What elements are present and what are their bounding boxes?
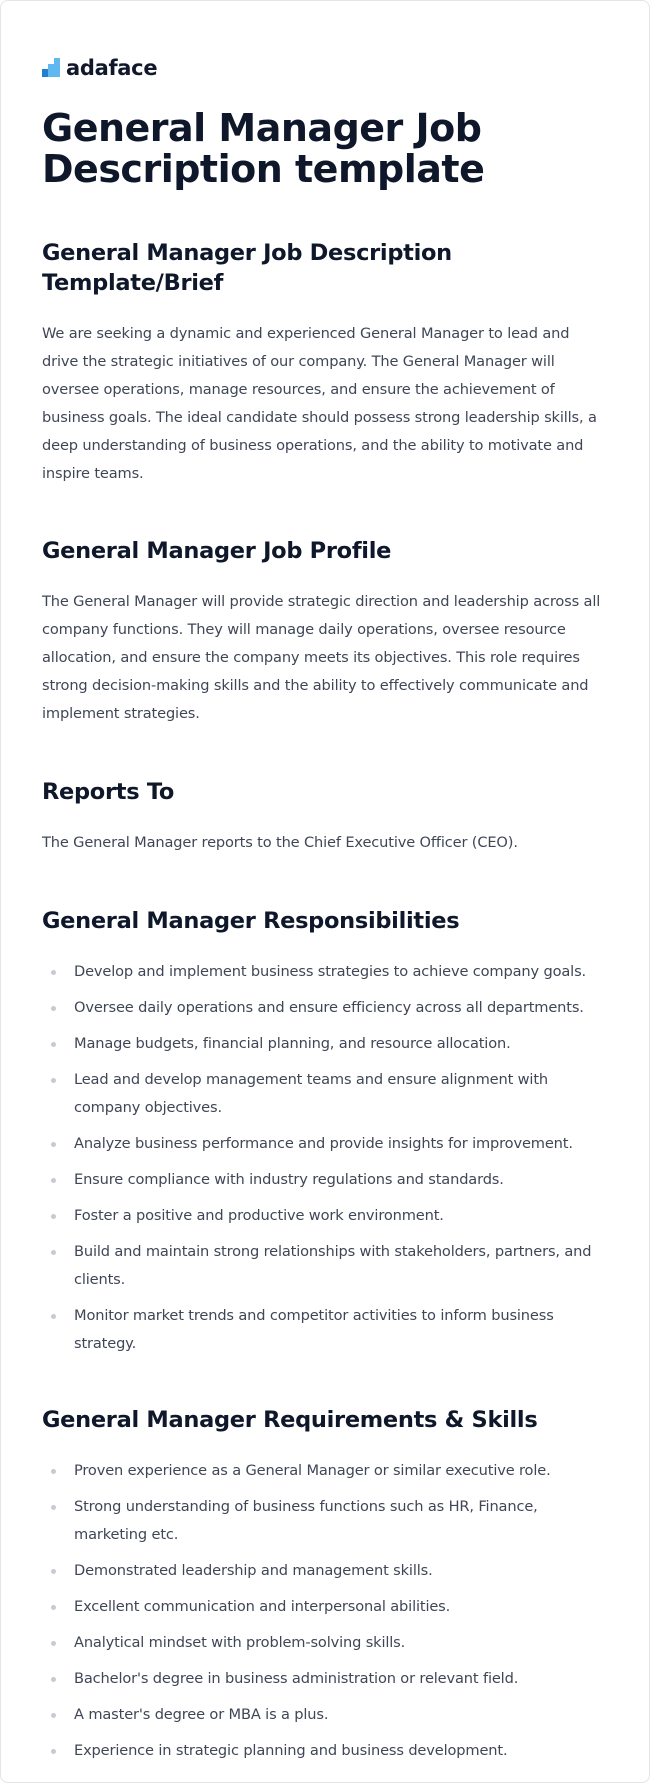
list-item: Excellent communication and interpersonal abilities. [42,1593,609,1621]
list-item: Oversee daily operations and ensure efficiency across all departments. [42,994,609,1022]
brand-name: adaface [66,55,158,80]
list-item: A master's degree or MBA is a plus. [42,1701,609,1729]
adaface-logo[interactable] [42,1,609,81]
list-item: Lead and develop management teams and ensure alignment with company objectives. [42,1066,609,1122]
requirements-list [42,1457,609,1765]
list-item: Monitor market trends and competitor activities to inform business strategy. [42,1302,609,1358]
section-heading-responsibilities: General Manager Responsibilities [42,908,460,934]
section-heading-reports-to: Reports To [42,779,175,805]
list-item: Analyze business performance and provide insights for improvement. [42,1130,609,1158]
section-heading-job-profile: General Manager Job Profile [42,538,392,564]
section-body-job-profile: The General Manager will provide strategic direction and leadership across all company functions. They will manage daily operations, oversee resource allocation, and ensure the company meets its objectives. This role requires strong decision-making skills and the ability to effectively communicate and implement strategies. [42,593,601,722]
list-item: Bachelor's degree in business administration or relevant field. [42,1665,609,1693]
list-item: Manage budgets, financial planning, and resource allocation. [42,1030,609,1058]
adaface-logo-icon [42,58,62,78]
responsibilities-list [42,958,609,1358]
page-title: General Manager Job Description template [42,106,485,191]
section-body-reports-to: The General Manager reports to the Chief Executive Officer (CEO). [42,834,518,851]
list-item: Demonstrated leadership and management skills. [42,1557,609,1585]
section-heading-requirements: General Manager Requirements & Skills [42,1407,538,1433]
list-item: Build and maintain strong relationships with stakeholders, partners, and clients. [42,1238,609,1294]
list-item: Proven experience as a General Manager or similar executive role. [42,1457,609,1485]
list-item: Analytical mindset with problem-solving skills. [42,1629,609,1657]
section-heading-brief: General Manager Job Description Template/Brief [42,240,452,296]
section-body-brief: We are seeking a dynamic and experienced General Manager to lead and drive the strategic initiatives of our company. The General Manager will oversee operations, manage resources, and ensure the achievement of business goals. The ideal candidate should possess strong leadership skills, a deep understanding of business operations, and the ability to motivate and inspire teams. [42,325,597,482]
list-item: Foster a positive and productive work environment. [42,1202,609,1230]
list-item: Strong understanding of business functions such as HR, Finance, marketing etc. [42,1493,609,1549]
list-item: Develop and implement business strategies to achieve company goals. [42,958,609,986]
list-item: Ensure compliance with industry regulations and standards. [42,1166,609,1194]
list-item: Experience in strategic planning and business development. [42,1737,609,1765]
